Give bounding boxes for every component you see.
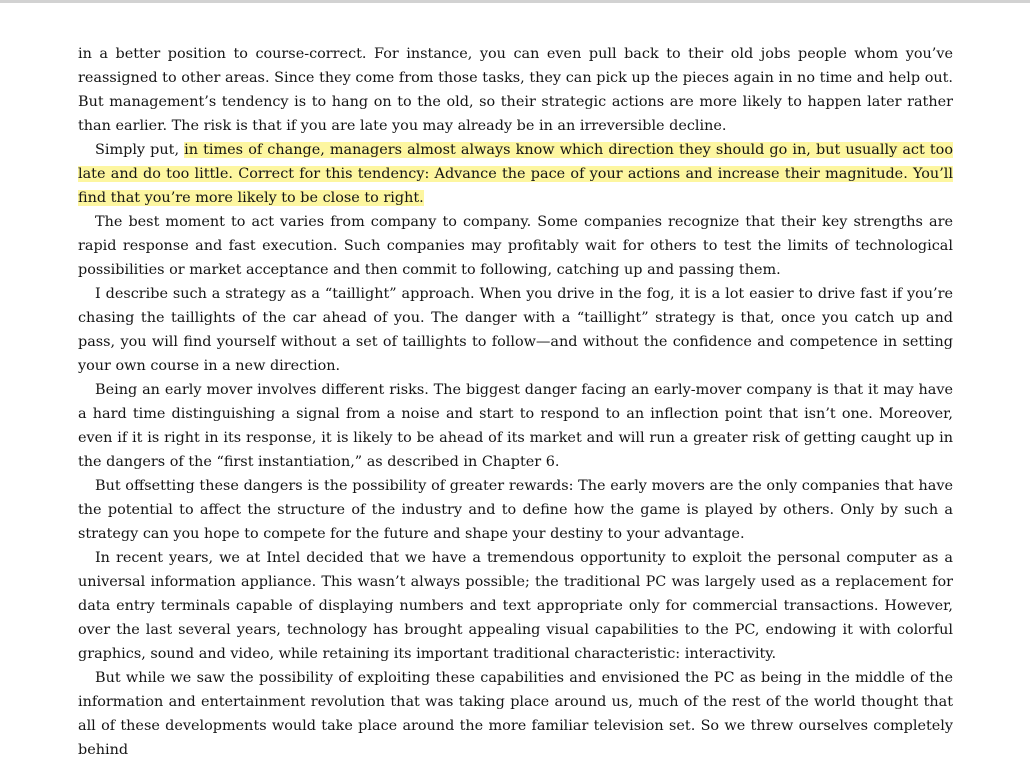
paragraph-continued: in a better position to course-correct. For instance, you can even pull back to their old jobs people whom you’ve reassigned to other areas. Since they come from those tasks, they can pick up the pieces again in no time and help out. But management’s tendency is to hang on to the old, so their strategic actions are more likely to happen later rather than earlier. The risk is that if you are late you may already be in an irreversible decline.: [78, 46, 953, 134]
window-top-edge: [0, 0, 1030, 3]
paragraph: Being an early mover involves different risks. The biggest danger facing an early-mover company is that it may have a hard time distinguishing a signal from a noise and start to respond to an inflection point that isn’t one. Moreover, even if it is right in its response, it is likely to be ahead of its market and will run a greater risk of getting caught up in the dangers of the “first instantiation,” as described in Chapter 6.: [78, 382, 953, 470]
paragraph: I describe such a strategy as a “taillight” approach. When you drive in the fog, it is a lot easier to drive fast if you’re chasing the taillights of the car ahead of you. The danger with a “taillight” strategy is that, once you catch up and pass, you will find yourself without a set of taillights to follow—and without the confidence and competence in setting your own course in a new direction.: [78, 286, 953, 374]
paragraph: But offsetting these dangers is the possibility of greater rewards: The early movers are the only companies that have the potential to affect the structure of the industry and to define how the game is played by others. Only by such a strategy can you hope to compete for the future and shape your destiny to your advantage.: [78, 478, 953, 542]
reader-page: [78, 42, 953, 762]
paragraph: But while we saw the possibility of exploiting these capabilities and envisioned the PC as being in the middle of the information and entertainment revolution that was taking place around us, much of the rest of the world thought that all of these developments would take place around the more familiar television set. So we threw ourselves completely behind: [78, 670, 953, 758]
highlighted-passage[interactable]: in times of change, managers almost always know which direction they should go in, but usually act too late and do too little. Correct for this tendency: Advance the pace of your actions and increase their magnitude. You’ll find that you’re more likely to be close to right.: [78, 142, 953, 206]
paragraph-lead-text: Simply put,: [95, 142, 185, 158]
paragraph-highlighted: [78, 138, 953, 210]
paragraph: In recent years, we at Intel decided that we have a tremendous opportunity to exploit the personal computer as a universal information appliance. This wasn’t always possible; the traditional PC was largely used as a replacement for data entry terminals capable of displaying numbers and text appropriate only for commercial transactions. However, over the last several years, technology has brought appealing visual capabilities to the PC, endowing it with colorful graphics, sound and video, while retaining its important traditional characteristic: interactivity.: [78, 550, 953, 662]
paragraph: The best moment to act varies from company to company. Some companies recognize that their key strengths are rapid response and fast execution. Such companies may profitably wait for others to test the limits of technological possibilities or market acceptance and then commit to following, catching up and passing them.: [78, 214, 953, 278]
